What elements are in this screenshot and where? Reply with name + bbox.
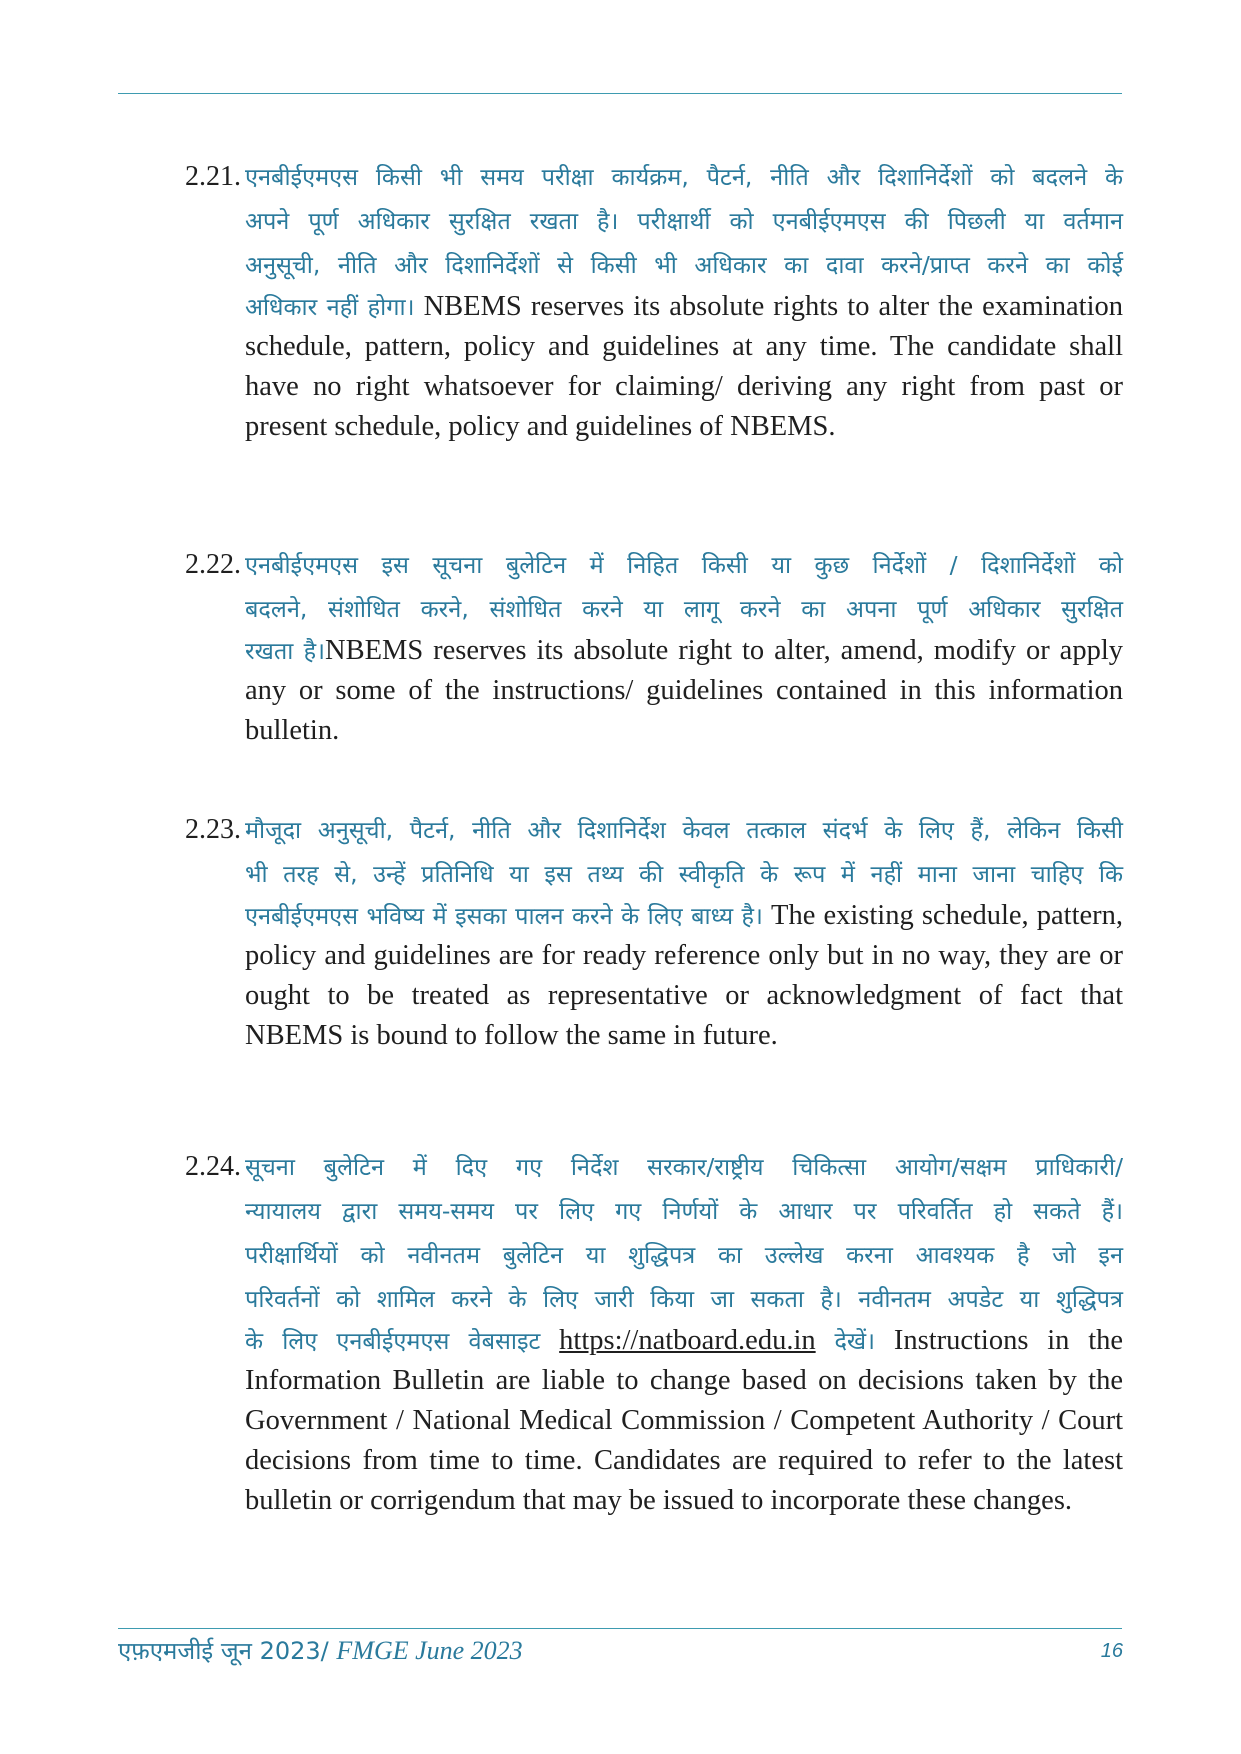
- hindi-tail: के लिए एनबीईएमएस वेबसाइट: [245, 1327, 541, 1355]
- clause-2-22: [185, 543, 1123, 751]
- clause-2-21: [185, 155, 1123, 447]
- clause-number: 2.21.: [185, 161, 241, 192]
- hindi-line: एनबीईएमएस किसी भी समय परीक्षा कार्यक्रम, पैटर्न, नीति और दिशानिर्देशों को बदलने के: [245, 163, 1123, 191]
- english-paragraph: [245, 1321, 1123, 1521]
- clause-number: 2.23.: [185, 814, 241, 845]
- hindi-line: अपने पूर्ण अधिकार सुरक्षित रखता है। परीक्षार्थी को एनबीईएमएस की पिछली या वर्तमान: [245, 207, 1123, 235]
- footer-rule: [118, 1628, 1122, 1629]
- english-text: NBEMS reserves its absolute right to alter, amend, modify or apply any or some of the instructions/ guidelines contained in this information bulletin.: [245, 635, 1124, 746]
- hindi-line: एनबीईएमएस इस सूचना बुलेटिन में निहित किसी या कुछ निर्देशों / दिशानिर्देशों को: [245, 551, 1123, 579]
- hindi-tail: एनबीईएमएस भविष्य में इसका पालन करने के लिए बाध्य है।: [245, 902, 763, 930]
- clause-2-24: [185, 1145, 1123, 1521]
- header-rule: [118, 93, 1122, 94]
- hindi-line: अनुसूची, नीति और दिशानिर्देशों से किसी भी अधिकार का दावा करने/प्राप्त करने का कोई: [245, 251, 1123, 279]
- hindi-line: मौजूदा अनुसूची, पैटर्न, नीति और दिशानिर्देश केवल तत्काल संदर्भ के लिए हैं, लेकिन किसी: [245, 816, 1123, 844]
- hindi-tail: देखें।: [834, 1327, 876, 1355]
- hindi-line: परिवर्तनों को शामिल करने के लिए जारी किया जा सकता है। नवीनतम अपडेट या शुद्धिपत्र: [245, 1285, 1123, 1313]
- hindi-tail: अधिकार नहीं होगा।: [245, 293, 415, 321]
- hindi-line: बदलने, संशोधित करने, संशोधित करने या लागू करने का अपना पूर्ण अधिकार सुरक्षित: [245, 595, 1123, 623]
- english-text: The existing schedule, pattern, policy and guidelines are for ready reference only but in no way, they are or ought to be treated as representative or acknowledgment of fact that NBEMS is bound to follow the same in future.: [245, 900, 1124, 1051]
- page-number: 16: [1100, 1640, 1123, 1662]
- hindi-line: परीक्षार्थियों को नवीनतम बुलेटिन या शुद्धिपत्र का उल्लेख करना आवश्यक है जो इन: [245, 1241, 1123, 1269]
- english-paragraph: [245, 631, 1123, 751]
- english-text: NBEMS reserves its absolute rights to alter the examination schedule, pattern, policy and guidelines at any time. The candidate shall have no right whatsoever for claiming/ deriving any right from past or present schedule, policy and guidelines of NBEMS.: [245, 291, 1124, 442]
- hindi-tail: रखता है।: [245, 637, 325, 665]
- hindi-line: न्यायालय द्वारा समय-समय पर लिए गए निर्णयों के आधार पर परिवर्तित हो सकते हैं।: [245, 1197, 1123, 1225]
- hindi-line: सूचना बुलेटिन में दिए गए निर्देश सरकार/राष्ट्रीय चिकित्सा आयोग/सक्षम प्राधिकारी/: [245, 1153, 1123, 1181]
- hindi-line: भी तरह से, उन्हें प्रतिनिधि या इस तथ्य की स्वीकृति के रूप में नहीं माना जाना चाहिए कि: [245, 860, 1123, 888]
- english-paragraph: [245, 287, 1123, 447]
- english-text: Instructions in the Information Bulletin are liable to change based on decisions taken by the Government / National Medical Commission / Competent Authority / Court decisions from time to time. Candidates are required to refer to the latest bulletin or corrigendum that may be issued to incorporate these changes.: [245, 1325, 1124, 1516]
- clause-2-23: [185, 808, 1123, 1056]
- clause-number: 2.22.: [185, 549, 241, 580]
- footer-hindi: एफ़एमजीई जून 2023/: [118, 1637, 329, 1665]
- website-link[interactable]: https://natboard.edu.in: [559, 1325, 816, 1356]
- footer-title: [118, 1634, 523, 1667]
- footer-english: FMGE June 2023: [336, 1636, 523, 1665]
- clause-number: 2.24.: [185, 1151, 241, 1182]
- english-paragraph: [245, 896, 1123, 1056]
